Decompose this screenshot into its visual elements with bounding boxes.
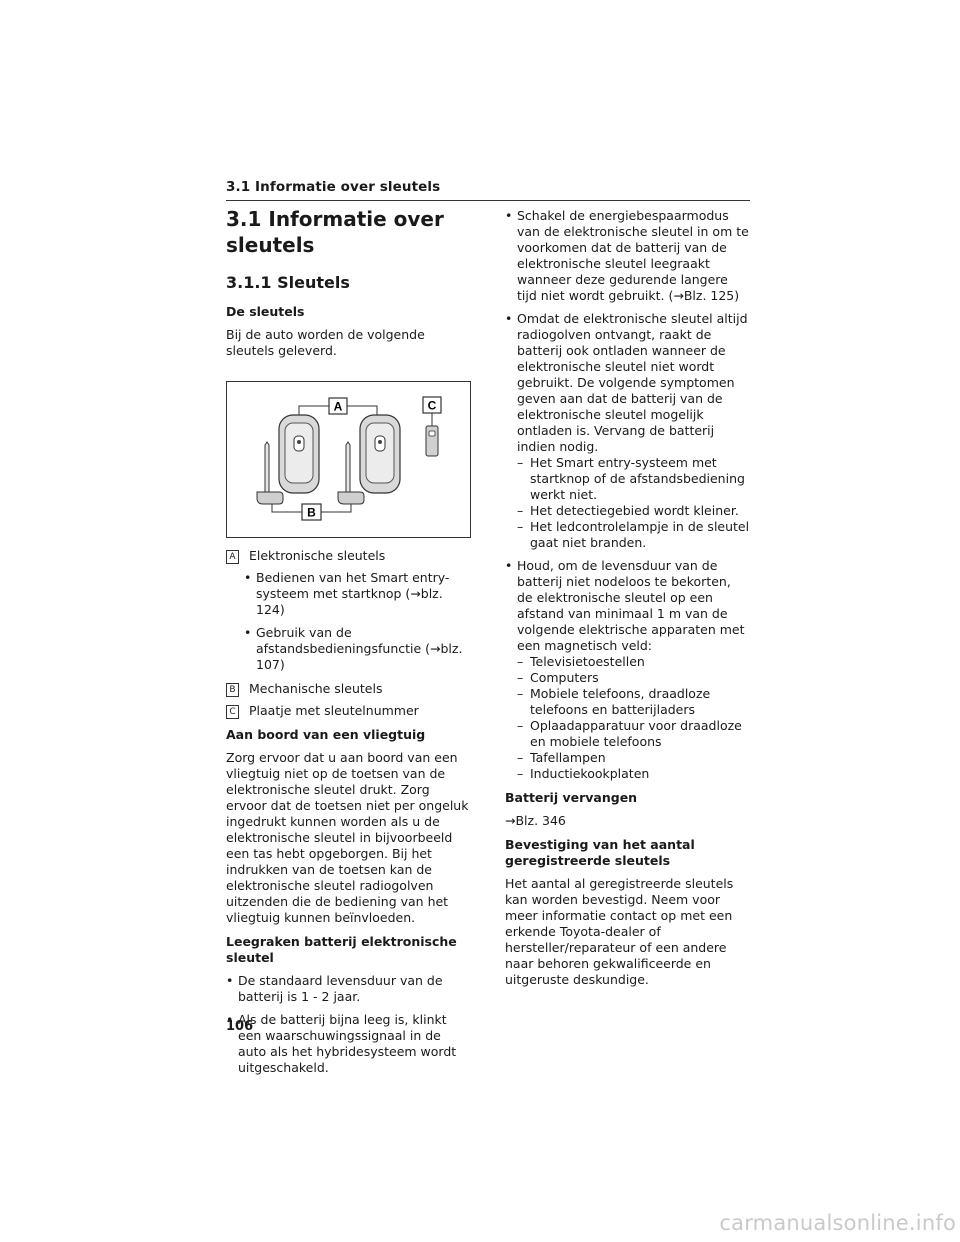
subheading-de-sleutels: De sleutels: [226, 304, 305, 319]
right-column: [505, 208, 750, 996]
list-item: [505, 558, 750, 782]
header-rule: [226, 200, 750, 201]
list-item: – Tafellampen: [517, 750, 750, 766]
legend-b-tag: B: [226, 683, 239, 697]
legend-a: [226, 548, 471, 564]
legend-a-text: Elektronische sleutels: [249, 548, 386, 563]
header-title: 3.1 Informatie over sleutels: [226, 179, 441, 195]
label-a: A: [333, 399, 343, 414]
running-header: [226, 179, 750, 201]
legend-c-text: Plaatje met sleutelnummer: [249, 703, 419, 718]
watermark: carmanualsonline.info: [719, 1211, 956, 1235]
right-bullet-list: [505, 208, 750, 782]
page-reference: →Blz. 346: [505, 813, 566, 828]
subheading-bevestiging: Bevestiging van het aantal geregistreerde sleutels: [505, 837, 695, 868]
list-item: • De standaard levensduur van de batterij is 1 - 2 jaar.: [226, 973, 471, 1005]
list-item: • Als de batterij bijna leeg is, klinkt een waarschuwingssignaal in de auto als het hybridesysteem wordt uitgeschakeld.: [226, 1012, 471, 1076]
list-item: [505, 208, 750, 304]
left-key-fob: [279, 415, 319, 493]
legend-c-tag: C: [226, 705, 239, 719]
list-item: – Inductiekookplaten: [517, 766, 750, 782]
list-item: – Televisietoestellen: [517, 654, 750, 670]
bullet-text: Houd, om de levensduur van de batterij niet nodeloos te bekorten, de elektronische sleutel op een afstand van minimaal 1 m van de volgende elektrische apparaten met een magnetisch veld:: [517, 558, 745, 653]
left-column: [226, 206, 471, 1084]
subheading-vliegtuig: Aan boord van een vliegtuig: [226, 727, 426, 742]
subheading-batterij: Leegraken batterij elektronische sleutel: [226, 934, 457, 965]
keys-drawing: [227, 382, 470, 537]
list-item: [505, 311, 750, 551]
legend-b: [226, 681, 471, 697]
intro-paragraph: Bij de auto worden de volgende sleutels geleverd.: [226, 327, 425, 358]
list-item: – Het ledcontrolelampje in de sleutel gaat niet branden.: [517, 519, 750, 551]
list-item: – Het detectiegebied wordt kleiner.: [517, 503, 750, 519]
list-item: • Gebruik van de afstandsbedieningsfunctie (→blz. 107): [244, 625, 471, 673]
legend-a-tag: A: [226, 550, 239, 564]
legend-c: [226, 703, 471, 719]
key-number-plate: [426, 426, 438, 456]
device-list: [517, 654, 750, 782]
list-item: – Het Smart entry-systeem met startknop of de afstandsbediening werkt niet.: [517, 455, 750, 503]
list-item: • Bedienen van het Smart entry-systeem met startknop (→blz. 124): [244, 570, 471, 618]
bullet-text: Schakel de energiebespaarmodus van de elektronische sleutel in om te voorkomen dat de batterij van de elektronische sleutel leegraakt wanneer deze gedurende langere tijd niet wordt gebruikt. (→Blz. 125): [517, 208, 749, 303]
keys-illustration: [226, 381, 471, 538]
subheading-batterij-vervangen: Batterij vervangen: [505, 790, 638, 805]
aircraft-paragraph: Zorg ervoor dat u aan boord van een vliegtuig niet op de toetsen van de elektronische sleutel drukt. Zorg ervoor dat de toetsen niet per ongeluk ingedrukt kunnen worden als u de elektronische sleutel in bijvoorbeeld een tas hebt opgeborgen. Bij het indrukken van de toetsen kan de elektronische sleutel radiogolven uitzenden die de bediening van het vliegtuig kunnen beïnvloeden.: [226, 750, 469, 925]
label-c: C: [427, 398, 437, 413]
battery-list: [226, 973, 471, 1076]
legend-a-list: [226, 570, 471, 673]
list-item: – Computers: [517, 670, 750, 686]
section-title: 3.1 Informatie over sleutels: [226, 207, 444, 257]
subsection-title: 3.1.1 Sleutels: [226, 273, 350, 292]
right-key-fob: [360, 415, 400, 493]
list-item: – Mobiele telefoons, draadloze telefoons en batterijladers: [517, 686, 750, 718]
legend-b-text: Mechanische sleutels: [249, 681, 383, 696]
registration-paragraph: Het aantal al geregistreerde sleutels kan worden bevestigd. Neem voor meer informatie contact op met een erkende Toyota-dealer of hersteller/reparateur of een andere naar behoren gekwalificeerde en uitgeruste deskundige.: [505, 876, 734, 987]
label-b: B: [307, 505, 316, 520]
page-number: 106: [226, 1019, 254, 1034]
bullet-text: Omdat de elektronische sleutel altijd radiogolven ontvangt, raakt de batterij ook ontladen wanneer de elektronische sleutel niet wordt gebruikt. De volgende symptomen geven aan dat de batterij van de elektronische sleutel mogelijk ontladen is. Vervang de batterij indien nodig.: [517, 311, 748, 454]
symptom-list: [517, 455, 750, 551]
list-item: – Oplaadapparatuur voor draadloze en mobiele telefoons: [517, 718, 750, 750]
